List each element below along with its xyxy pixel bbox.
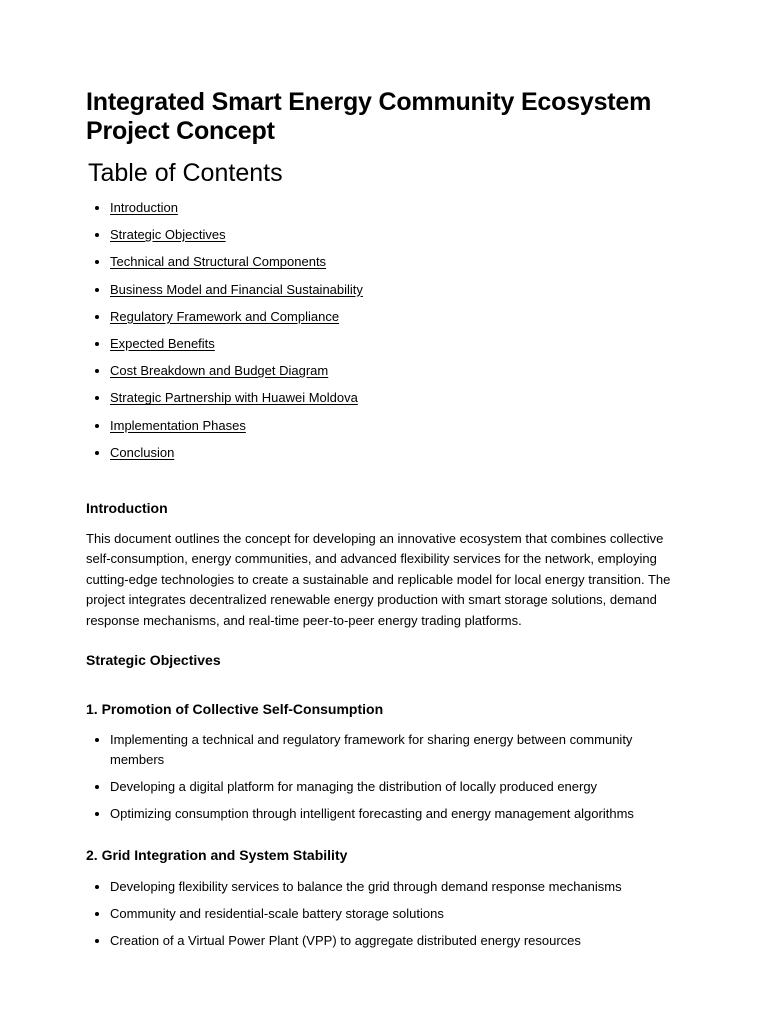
toc-item (110, 198, 686, 218)
list-item: Developing a digital platform for managing the distribution of locally produced energy (110, 777, 686, 797)
objective-1-heading: 1. Promotion of Collective Self-Consumption (86, 701, 384, 718)
toc-link-expected-benefits[interactable]: Expected Benefits (110, 335, 215, 351)
toc-link-introduction[interactable]: Introduction (110, 200, 178, 215)
introduction-paragraph: This document outlines the concept for developing an innovative ecosystem that combines collective self-consumption, energy communities, and advanced flexibility services for the network, employing cutting-edge technologies to create a sustainable and replicable model for local energy transition. The project integrates decentralized renewable energy production with smart storage solutions, demand response mechanisms, and real-time peer-to-peer energy trading platforms. (86, 530, 671, 628)
toc-link-regulatory-framework[interactable]: Regulatory Framework and Compliance (110, 308, 340, 324)
strategic-objectives-heading: Strategic Objectives (86, 652, 221, 669)
toc-link-strategic-objectives[interactable]: Strategic Objectives (110, 227, 226, 243)
toc-item (110, 443, 686, 463)
objective-2-heading: 2. Grid Integration and System Stability (86, 847, 348, 864)
toc-item (110, 307, 686, 327)
objective-1-list (86, 730, 686, 824)
toc-title: Table of Contents (88, 159, 283, 187)
table-of-contents (86, 198, 686, 463)
toc-link-cost-breakdown[interactable]: Cost Breakdown and Budget Diagram (110, 363, 329, 379)
toc-link-strategic-partnership[interactable]: Strategic Partnership with Huawei Moldova (110, 390, 358, 406)
list-item: Creation of a Virtual Power Plant (VPP) to aggregate distributed energy resources (110, 931, 686, 951)
toc-link-implementation-phases[interactable]: Implementation Phases (110, 417, 246, 433)
toc-item (110, 252, 686, 272)
list-item: Developing flexibility services to balance the grid through demand response mechanisms (110, 877, 686, 897)
toc-item (110, 334, 686, 354)
document-title: Integrated Smart Energy Community Ecosystem Project Concept (86, 88, 652, 145)
toc-item (110, 416, 686, 436)
objective-2-list (86, 877, 686, 951)
toc-link-business-model[interactable]: Business Model and Financial Sustainability (110, 281, 363, 297)
toc-link-conclusion[interactable]: Conclusion (110, 444, 175, 460)
toc-item (110, 361, 686, 381)
toc-link-technical-components[interactable]: Technical and Structural Components (110, 254, 327, 270)
toc-item (110, 225, 686, 245)
document-page (86, 88, 686, 958)
toc-item (110, 280, 686, 300)
list-item: Community and residential-scale battery storage solutions (110, 904, 686, 924)
list-item: Implementing a technical and regulatory framework for sharing energy between community members (110, 730, 686, 770)
list-item: Optimizing consumption through intelligent forecasting and energy management algorithms (110, 804, 686, 824)
introduction-heading: Introduction (86, 499, 168, 516)
toc-item (110, 388, 686, 408)
